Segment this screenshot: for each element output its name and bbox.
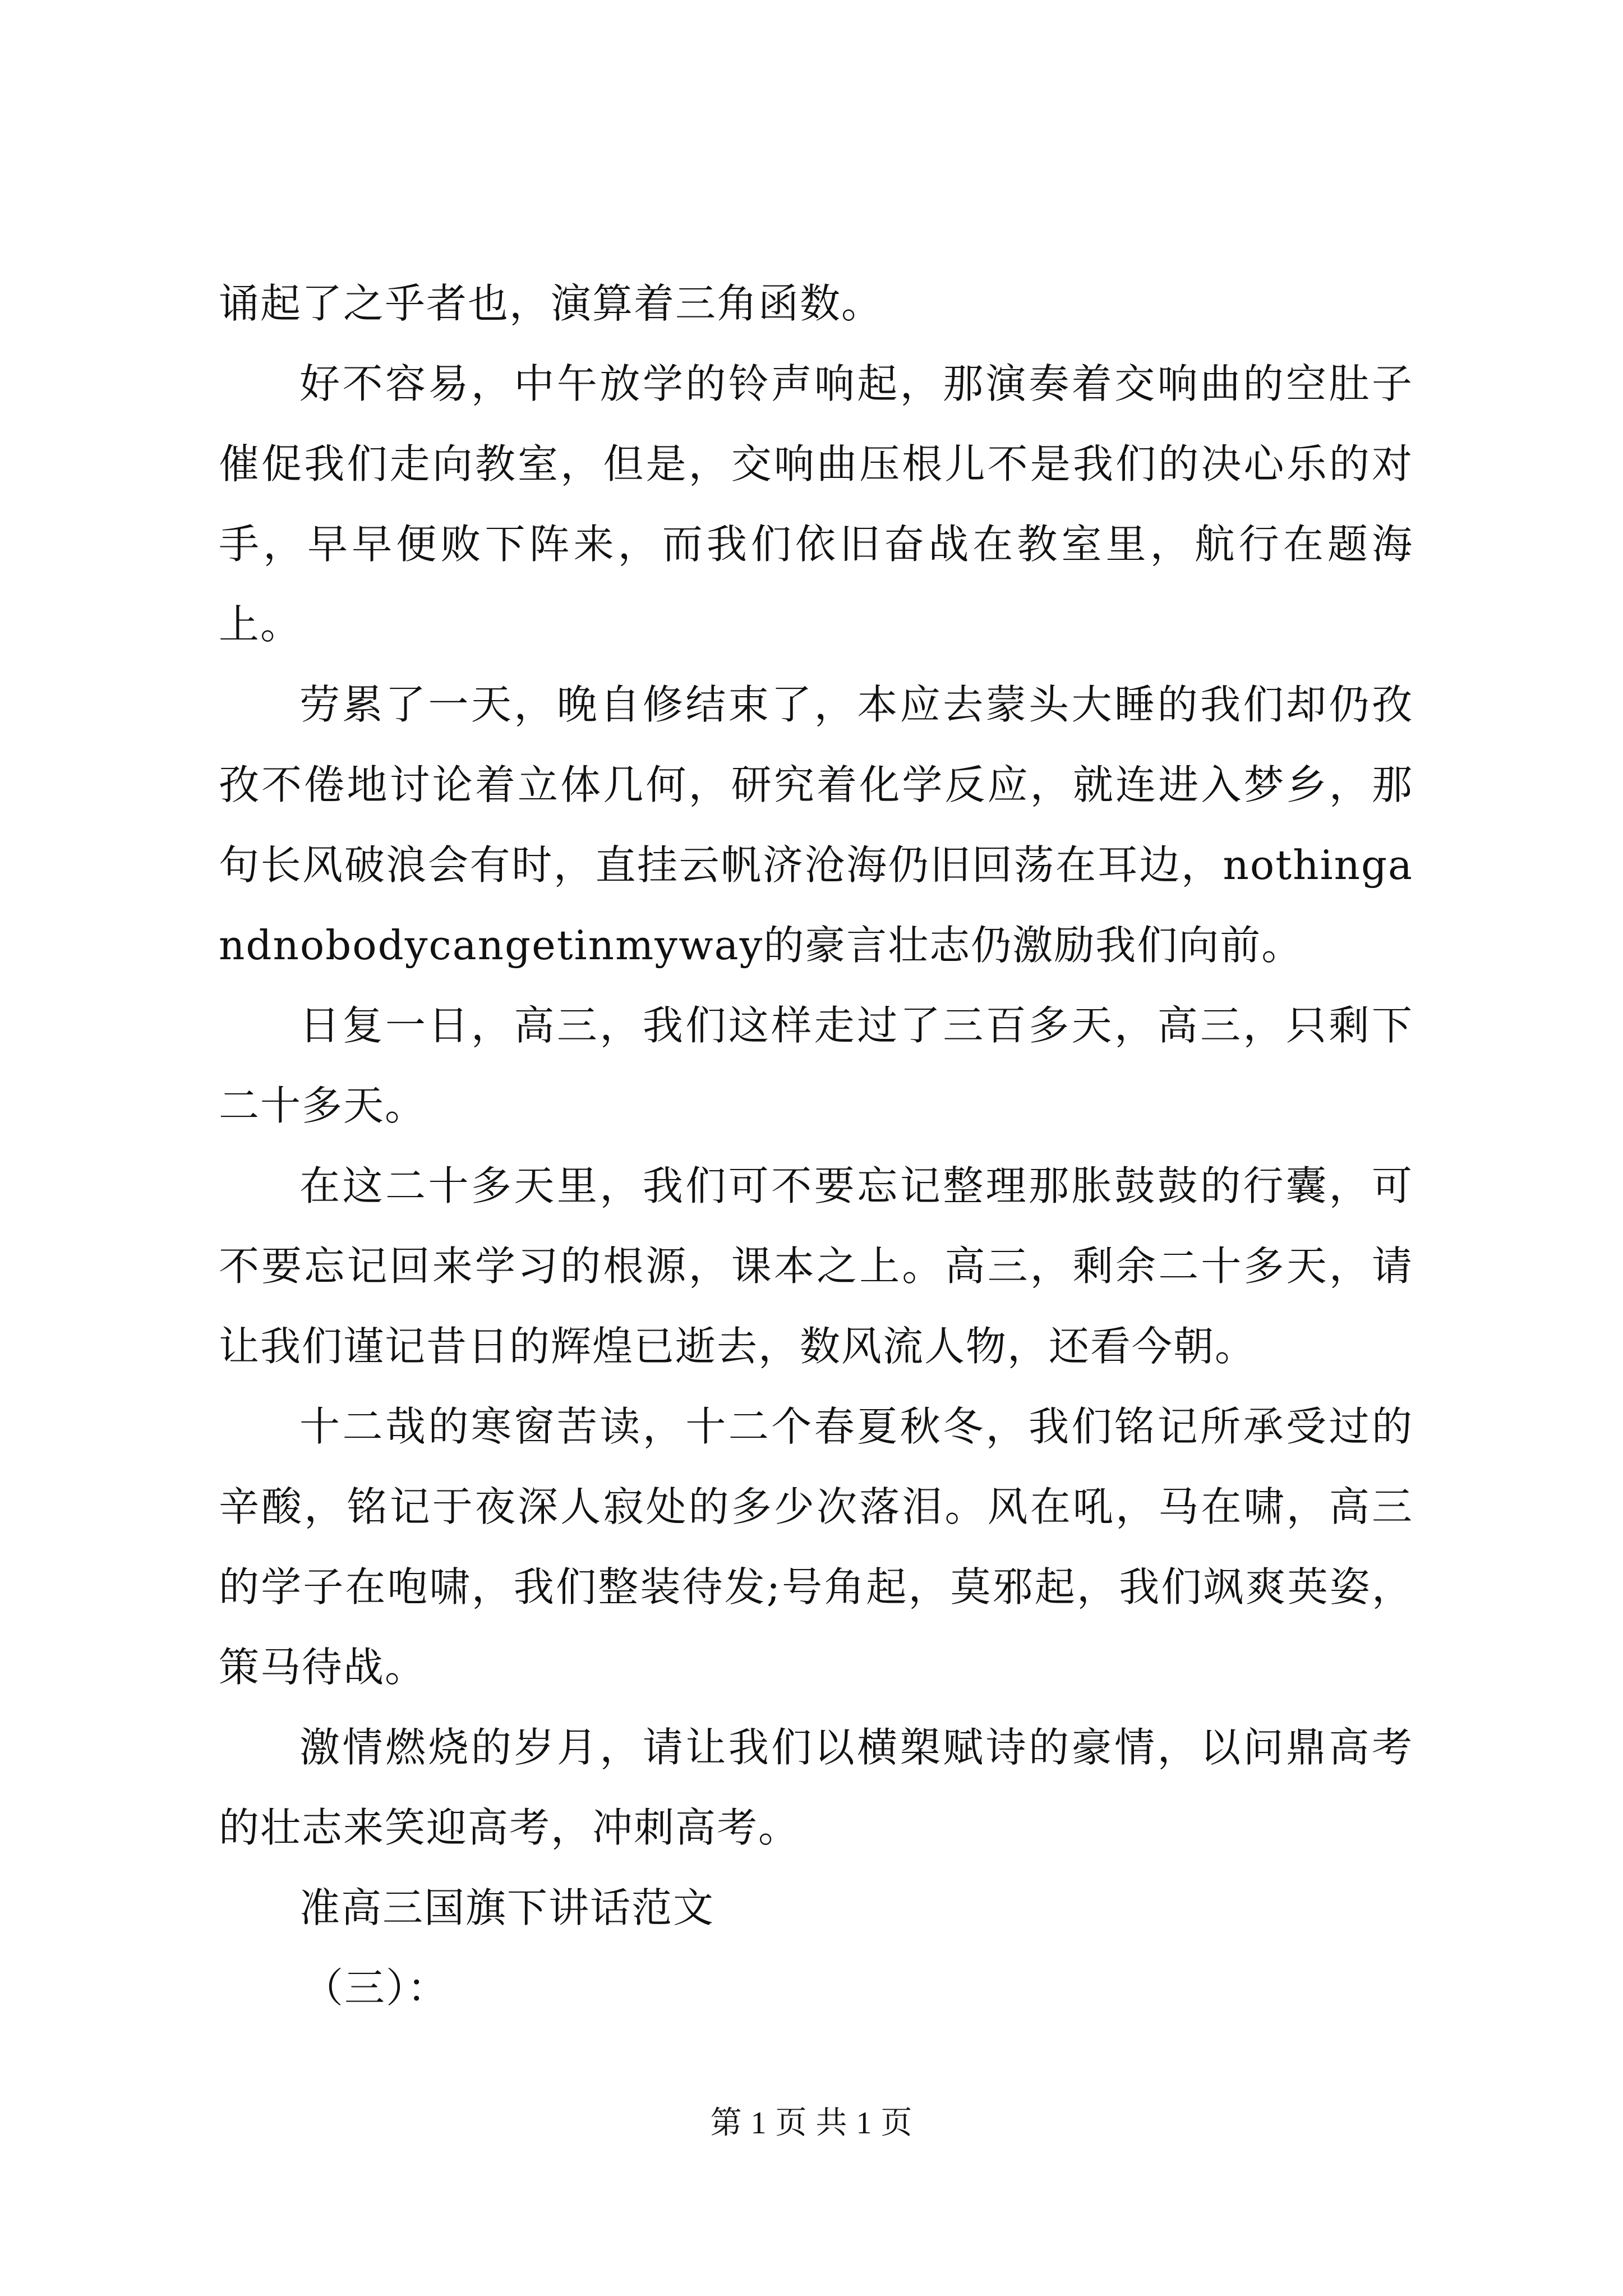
paragraph-passion: 激情燃烧的岁月，请让我们以横槊赋诗的豪情，以问鼎高考的壮志来笑迎高考，冲刺高考。 <box>219 1724 1413 1851</box>
paragraph-continuation: 诵起了之乎者也，演算着三角函数。 <box>219 280 883 327</box>
paragraph-twenty-days: 在这二十多天里，我们可不要忘记整理那胀鼓鼓的行囊，可不要忘记回来学习的根源，课本之上。高三，剩余二十多天，请让我们谨记昔日的辉煌已逝去，数风流人物，还看今朝。 <box>219 1162 1413 1370</box>
page-footer: 第 1 页 共 1 页 <box>710 2106 913 2141</box>
document-body <box>219 264 1413 2028</box>
paragraph-evening-study: 劳累了一天，晚自修结束了，本应去蒙头大睡的我们却仍孜孜不倦地讨论着立体几何，研究着化学反应，就连进入梦乡，那句长风破浪会有时，直挂云帆济沧海仍旧回荡在耳边，nothingandnobodycangetinmyway的豪言壮志仍激励我们向前。 <box>219 681 1413 969</box>
section-title: 准高三国旗下讲话范文 <box>299 1884 715 1931</box>
paragraph-twelve-years: 十二哉的寒窗苦读，十二个春夏秋冬，我们铭记所承受过的辛酸，铭记于夜深人寂处的多少次落泪。风在吼，马在啸，高三的学子在咆啸，我们整装待发;号角起，莫邪起，我们飒爽英姿，策马待战。 <box>219 1403 1413 1691</box>
paragraph-lunch-bell: 好不容易，中午放学的铃声响起，那演奏着交响曲的空肚子催促我们走向教室，但是，交响曲压根儿不是我们的决心乐的对手，早早便败下阵来，而我们依旧奋战在教室里，航行在题海上。 <box>219 360 1413 648</box>
paragraph-days-remaining: 日复一日，高三，我们这样走过了三百多天，高三，只剩下二十多天。 <box>219 1002 1413 1129</box>
section-number: （三）： <box>303 1964 449 2012</box>
